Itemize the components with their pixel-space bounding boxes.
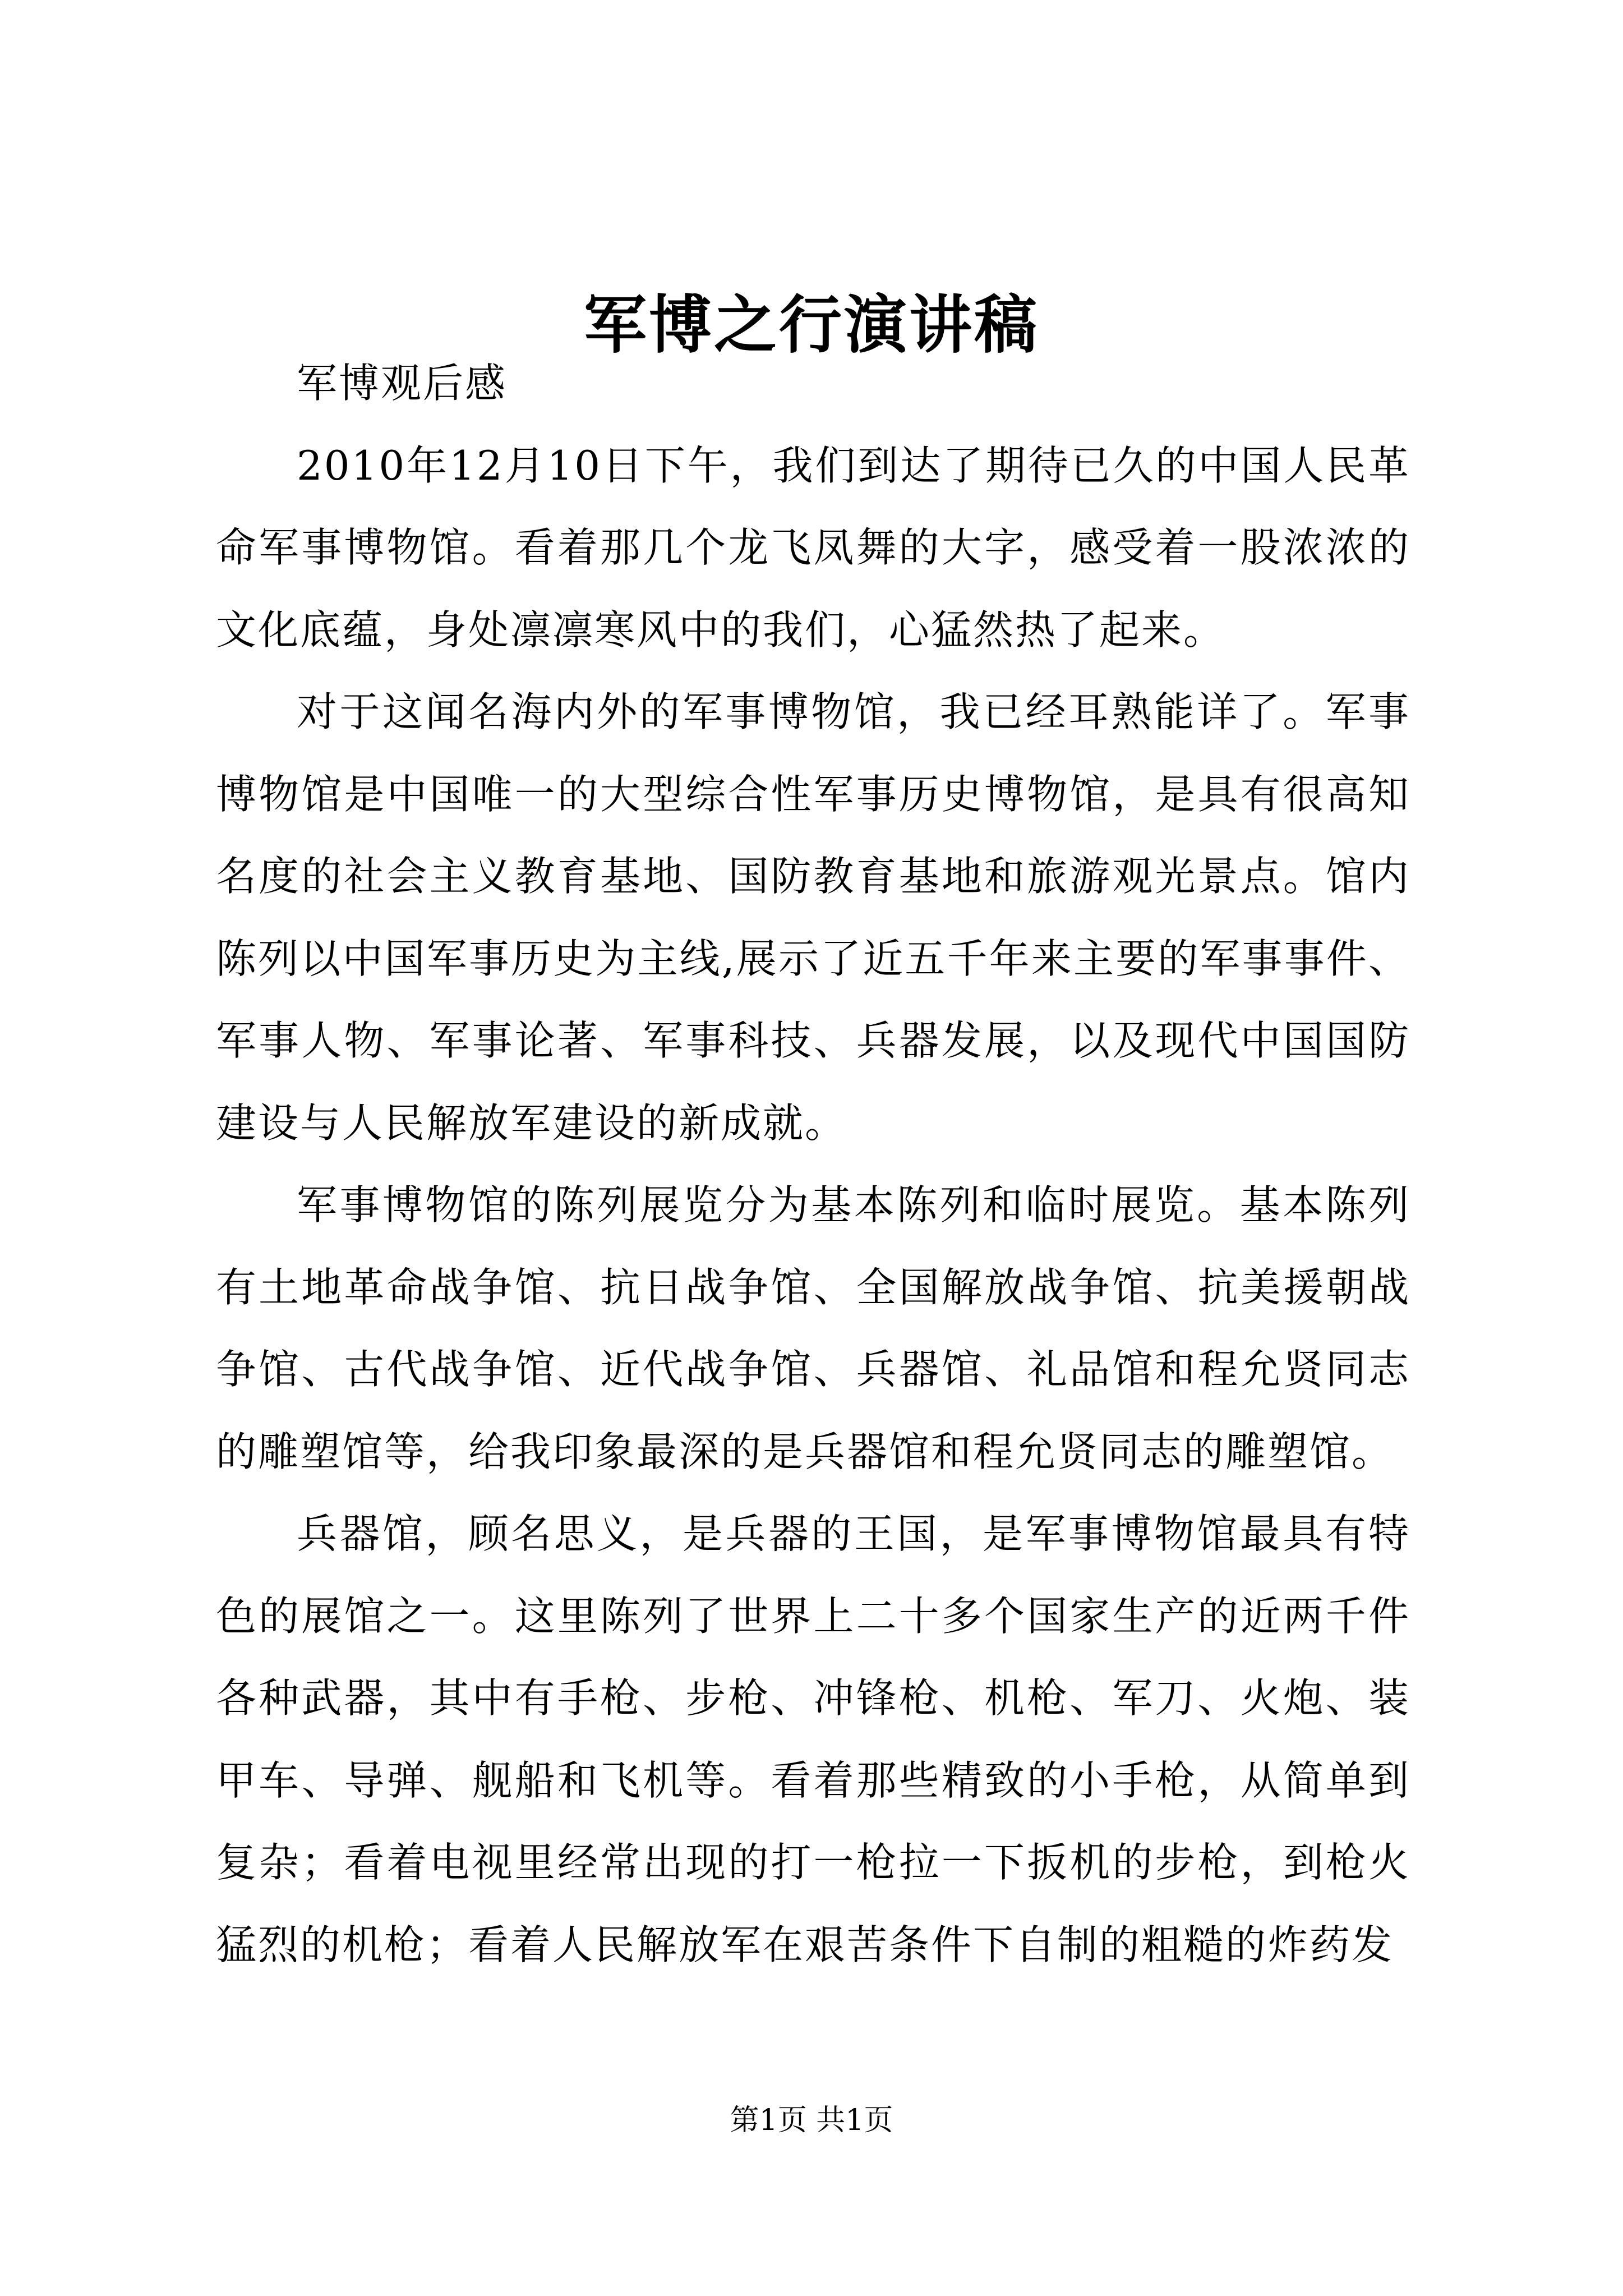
paragraph-3: 军事博物馆的陈列展览分为基本陈列和临时展览。基本陈列有土地革命战争馆、抗日战争馆、全国解放战争馆、抗美援朝战争馆、古代战争馆、近代战争馆、兵器馆、礼品馆和程允贤同志的雕塑馆等，给我印象最深的是兵器馆和程允贤同志的雕塑馆。: [216, 1181, 1410, 1475]
paragraph-4: 兵器馆，顾名思义，是兵器的王国，是军事博物馆最具有特色的展馆之一。这里陈列了世界上二十多个国家生产的近两千件各种武器，其中有手枪、步枪、冲锋枪、机枪、军刀、火炮、装甲车、导弹、舰船和飞机等。看着那些精致的小手枪，从简单到复杂；看着电视里经常出现的打一枪拉一下扳机的步枪，到枪火猛烈的机枪；看着人民解放军在艰苦条件下自制的粗糙的炸药发: [216, 1510, 1410, 1968]
document-body: [216, 342, 1410, 1986]
paragraph-1: 2010年12月10日下午，我们到达了期待已久的中国人民革命军事博物馆。看着那几个龙飞凤舞的大字，感受着一股浓浓的文化底蕴，身处凛凛寒风中的我们，心猛然热了起来。: [216, 441, 1410, 654]
document-title: 军博之行演讲稿: [584, 288, 1039, 362]
page-number-footer: 第1页 共1页: [730, 2104, 893, 2137]
paragraph-2: 对于这闻名海内外的军事博物馆，我已经耳熟能详了。军事博物馆是中国唯一的大型综合性军事历史博物馆，是具有很高知名度的社会主义教育基地、国防教育基地和旅游观光景点。馆内陈列以中国军事历史为主线,展示了近五千年来主要的军事事件、军事人物、军事论著、军事科技、兵器发展，以及现代中国国防建设与人民解放军建设的新成就。: [216, 688, 1410, 1147]
document-subtitle: 军博观后感: [297, 360, 508, 407]
